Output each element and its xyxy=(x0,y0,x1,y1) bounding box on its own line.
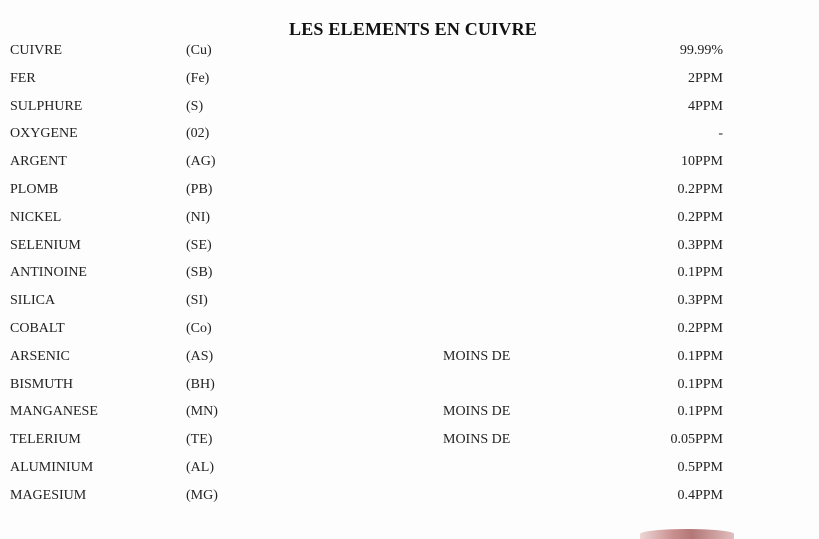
element-value: 0.05PPM xyxy=(670,432,723,448)
element-name: NICKEL xyxy=(10,209,62,225)
element-symbol: (AS) xyxy=(186,348,214,364)
table-row xyxy=(0,41,819,69)
element-name: SULPHURE xyxy=(10,98,83,114)
element-value: 0.3PPM xyxy=(677,237,723,253)
element-value: 0.4PPM xyxy=(677,487,723,503)
table-row xyxy=(0,263,819,291)
element-value: 99.99% xyxy=(679,43,723,58)
element-name: PLOMB xyxy=(10,181,59,197)
element-name: OXYGENE xyxy=(10,126,78,142)
element-symbol: (AL) xyxy=(186,459,214,475)
element-name: ARGENT xyxy=(10,154,67,170)
element-symbol: (NI) xyxy=(186,209,211,225)
element-value: 2PPM xyxy=(687,70,723,86)
table-row xyxy=(0,69,819,97)
element-symbol: (Fe) xyxy=(186,70,210,86)
table-row xyxy=(0,347,819,375)
element-symbol: (PB) xyxy=(186,181,213,197)
element-symbol: (SB) xyxy=(186,265,213,281)
table-row xyxy=(0,180,819,208)
element-name: ANTINOINE xyxy=(10,265,87,281)
element-value: 0.2PPM xyxy=(677,209,723,225)
document-title: LES ELEMENTS EN CUIVRE xyxy=(289,19,537,39)
element-name: SILICA xyxy=(10,293,56,309)
table-row xyxy=(0,236,819,264)
element-symbol: (S) xyxy=(186,98,204,114)
element-name: ALUMINIUM xyxy=(10,459,94,475)
element-symbol: (SE) xyxy=(186,237,212,253)
element-value: 0.2PPM xyxy=(677,320,723,336)
table-row xyxy=(0,458,819,486)
element-symbol: (BH) xyxy=(186,376,215,392)
element-name: MANGANESE xyxy=(10,404,98,420)
element-value: - xyxy=(718,126,723,142)
element-value: 0.1PPM xyxy=(677,404,723,420)
element-name: BISMUTH xyxy=(10,376,74,392)
table-row xyxy=(0,291,819,319)
table-row xyxy=(0,152,819,180)
element-value: 0.1PPM xyxy=(677,348,723,364)
element-value: 0.5PPM xyxy=(677,459,723,475)
element-name: FER xyxy=(10,70,36,86)
element-value: 0.1PPM xyxy=(677,376,723,392)
element-value: 0.2PPM xyxy=(677,181,723,197)
element-note: MOINS DE xyxy=(443,348,511,364)
element-symbol: (Co) xyxy=(186,320,212,336)
element-value: 0.3PPM xyxy=(677,293,723,309)
element-value: 4PPM xyxy=(687,98,723,114)
element-symbol: (MG) xyxy=(186,487,218,503)
table-row xyxy=(0,430,819,458)
element-symbol: (SI) xyxy=(186,293,208,309)
element-value: 0.1PPM xyxy=(677,265,723,281)
element-name: MAGESIUM xyxy=(10,487,87,503)
element-value: 10PPM xyxy=(680,154,723,170)
table-row xyxy=(0,486,819,514)
table-row xyxy=(0,97,819,125)
element-name: TELERIUM xyxy=(10,432,81,448)
element-name: COBALT xyxy=(10,320,65,336)
element-name: CUIVRE xyxy=(10,43,63,58)
element-symbol: (Cu) xyxy=(186,43,212,58)
elements-table xyxy=(0,41,819,514)
table-row xyxy=(0,402,819,430)
element-symbol: (AG) xyxy=(186,154,216,170)
element-symbol: (TE) xyxy=(186,432,213,448)
element-symbol: (MN) xyxy=(186,404,218,420)
table-row xyxy=(0,375,819,403)
element-symbol: (02) xyxy=(186,126,210,142)
element-note: MOINS DE xyxy=(443,404,511,420)
table-row xyxy=(0,124,819,152)
table-row xyxy=(0,208,819,236)
table-row xyxy=(0,319,819,347)
element-note: MOINS DE xyxy=(443,432,511,448)
element-name: ARSENIC xyxy=(10,348,70,364)
stamp-fragment xyxy=(640,529,734,539)
element-name: SELENIUM xyxy=(10,237,81,253)
